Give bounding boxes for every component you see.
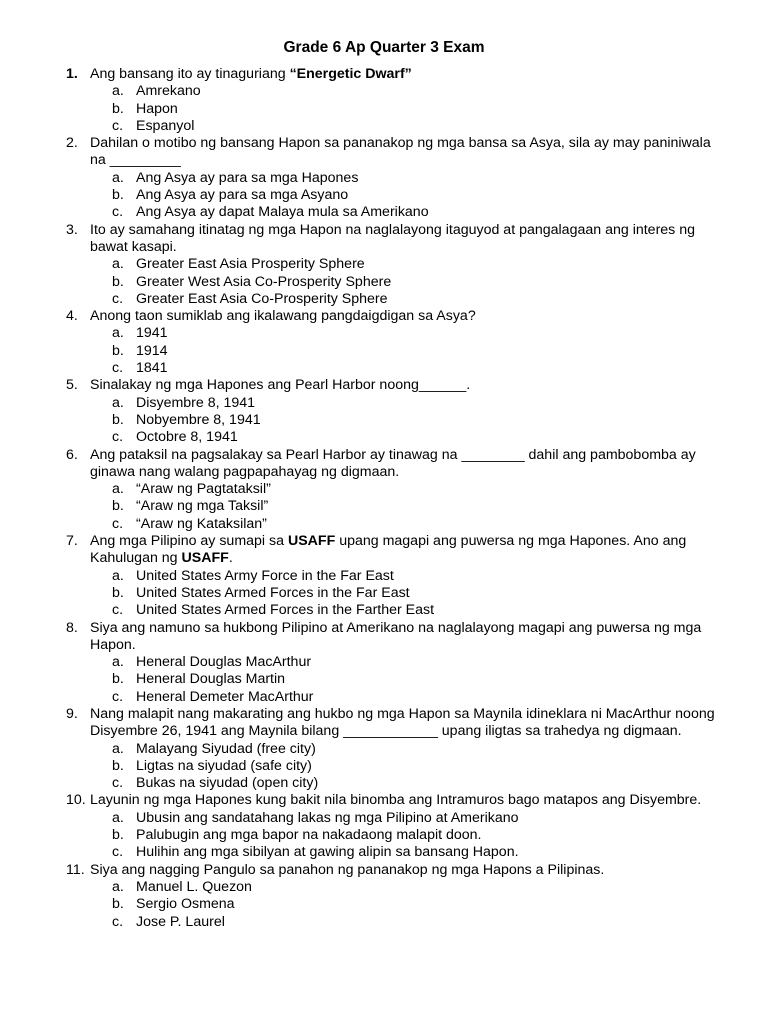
- answer-option: [112, 914, 726, 931]
- question-text-bold: “Energetic Dwarf”: [289, 66, 412, 82]
- answer-option: [112, 741, 726, 758]
- answer-option: [112, 844, 726, 861]
- answer-options: [112, 325, 726, 377]
- option-letter: a.: [112, 740, 124, 757]
- answer-option: [112, 516, 726, 533]
- option-text: “Araw ng Pagtataksil”: [136, 481, 271, 498]
- question-text: [90, 792, 726, 809]
- answer-option: [112, 879, 726, 896]
- question-item: [66, 66, 726, 135]
- option-text: Disyembre 8, 1941: [136, 394, 256, 411]
- option-text: Jose P. Laurel: [136, 913, 225, 930]
- option-letter: c.: [112, 117, 124, 134]
- question-number: 8.: [66, 619, 78, 636]
- answer-option: [112, 83, 726, 100]
- question-text-bold: USAFF: [181, 550, 229, 567]
- question-text-segment: Ang bansang ito ay tinaguriang: [90, 66, 290, 82]
- option-text: Hapon: [136, 100, 178, 117]
- answer-option: [112, 429, 726, 446]
- question-number: 11.: [66, 861, 85, 878]
- option-letter: a.: [112, 394, 124, 411]
- answer-option: [112, 827, 726, 844]
- answer-option: [112, 775, 726, 792]
- question-text: [90, 222, 726, 257]
- question-item: [66, 533, 726, 619]
- answer-options: [112, 879, 726, 931]
- question-text: [90, 66, 726, 83]
- page-title: Grade 6 Ap Quarter 3 Exam: [283, 39, 485, 56]
- answer-option: [112, 412, 726, 429]
- answer-option: [112, 204, 726, 221]
- option-letter: a.: [112, 169, 124, 186]
- option-letter: b.: [112, 100, 124, 117]
- option-text: Malayang Siyudad (free city): [136, 740, 316, 757]
- option-letter: b.: [112, 671, 124, 688]
- question-number: 5.: [66, 377, 78, 394]
- question-text: [90, 135, 726, 170]
- answer-option: [112, 291, 726, 308]
- answer-options: [112, 395, 726, 447]
- answer-option: [112, 689, 726, 706]
- option-letter: c.: [112, 515, 124, 532]
- option-letter: a.: [112, 83, 124, 100]
- question-number: 6.: [66, 446, 78, 463]
- option-letter: a.: [112, 256, 124, 273]
- answer-option: [112, 395, 726, 412]
- question-text-segment: upang magapi ang puwersa ng mga Hapones. Ano ang Kahulugan ng: [90, 533, 687, 567]
- question-number: 9.: [66, 705, 78, 722]
- option-letter: b.: [112, 187, 124, 204]
- answer-option: [112, 585, 726, 602]
- answer-option: [112, 101, 726, 118]
- option-text: Ang Asya ay para sa mga Asyano: [136, 187, 349, 204]
- answer-option: [112, 343, 726, 360]
- answer-option: [112, 187, 726, 204]
- answer-option: [112, 498, 726, 515]
- option-letter: c.: [112, 775, 124, 792]
- answer-option: [112, 671, 726, 688]
- question-number: 4.: [66, 308, 78, 325]
- question-item: [66, 620, 726, 706]
- answer-options: [112, 170, 726, 222]
- option-letter: b.: [112, 757, 124, 774]
- option-text: Greater East Asia Prosperity Sphere: [136, 256, 365, 273]
- option-text: Amrekano: [136, 83, 201, 100]
- question-text-segment: Ito ay samahang itinatag ng mga Hapon na naglalayong itaguyod at pangalagaan ang interes ng bawat kasapi.: [90, 221, 695, 255]
- question-number: 7.: [66, 533, 78, 550]
- question-item: [66, 792, 726, 861]
- question-item: [66, 377, 726, 446]
- question-text-segment: Anong taon sumiklab ang ikalawang pangdaigdigan sa Asya?: [90, 308, 476, 325]
- option-text: United States Armed Forces in the Farther East: [136, 602, 435, 619]
- option-letter: c.: [112, 204, 124, 221]
- question-text: [90, 377, 726, 394]
- question-number: 1.: [66, 66, 78, 82]
- question-text-segment: Layunin ng mga Hapones kung bakit nila binomba ang Intramuros bago matapos ang Disyembre.: [90, 792, 702, 809]
- option-letter: b.: [112, 342, 124, 359]
- option-text: Octobre 8, 1941: [136, 429, 238, 446]
- option-text: 1941: [136, 325, 168, 342]
- option-letter: c.: [112, 602, 124, 619]
- option-text: Sergio Osmena: [136, 896, 235, 913]
- answer-option: [112, 568, 726, 585]
- answer-options: [112, 256, 726, 308]
- option-letter: c.: [112, 429, 124, 446]
- option-letter: b.: [112, 498, 124, 515]
- question-list: [66, 66, 726, 931]
- option-text: 1841: [136, 360, 168, 377]
- option-letter: c.: [112, 688, 124, 705]
- option-letter: b.: [112, 827, 124, 844]
- question-item: [66, 862, 726, 931]
- option-text: “Araw ng mga Taksil”: [136, 498, 269, 515]
- option-text: Ang Asya ay dapat Malaya mula sa Amerikano: [136, 204, 429, 221]
- answer-option: [112, 256, 726, 273]
- question-number: 3.: [66, 221, 78, 238]
- option-text: Palubugin ang mga bapor na nakadaong malapit doon.: [136, 827, 482, 844]
- option-text: Hulihin ang mga sibilyan at gawing alipin sa bansang Hapon.: [136, 844, 519, 861]
- option-text: Heneral Douglas MacArthur: [136, 654, 312, 671]
- question-item: [66, 447, 726, 533]
- question-text-segment: Ang pataksil na pagsalakay sa Pearl Harbor ay tinawag na ________ dahil ang pambobomba ay ginawa nang walang pagpapahayag ng digmaan.: [90, 446, 696, 480]
- option-text: Greater East Asia Co-Prosperity Sphere: [136, 290, 388, 307]
- answer-option: [112, 896, 726, 913]
- answer-options: [112, 481, 726, 533]
- option-letter: c.: [112, 913, 124, 930]
- question-text: [90, 706, 726, 741]
- option-text: Greater West Asia Co-Prosperity Sphere: [136, 273, 392, 290]
- question-item: [66, 706, 726, 792]
- option-text: Nobyembre 8, 1941: [136, 411, 261, 428]
- answer-option: [112, 118, 726, 135]
- answer-options: [112, 810, 726, 862]
- option-letter: a.: [112, 654, 124, 671]
- answer-options: [112, 568, 726, 620]
- option-letter: c.: [112, 290, 124, 307]
- answer-option: [112, 810, 726, 827]
- question-text: [90, 620, 726, 655]
- answer-option: [112, 274, 726, 291]
- question-text-segment: Dahilan o motibo ng bansang Hapon sa pananakop ng mga bansa sa Asya, sila ay may paniniwala na _________: [90, 135, 711, 169]
- option-letter: a.: [112, 325, 124, 342]
- question-text-bold: USAFF: [287, 533, 336, 550]
- option-text: United States Armed Forces in the Far East: [136, 584, 410, 601]
- option-text: Manuel L. Quezon: [136, 878, 252, 895]
- option-text: Ubusin ang sandatahang lakas ng mga Pilipino at Amerikano: [136, 809, 519, 826]
- option-text: 1914: [136, 342, 168, 359]
- question-text-segment: Ang mga Pilipino ay sumapi sa: [90, 533, 288, 550]
- option-letter: b.: [112, 411, 124, 428]
- option-text: “Araw ng Kataksilan”: [136, 515, 267, 532]
- option-letter: a.: [112, 809, 124, 826]
- option-letter: c.: [112, 360, 124, 377]
- answer-option: [112, 654, 726, 671]
- answer-option: [112, 602, 726, 619]
- answer-option: [112, 360, 726, 377]
- question-text-segment: Siya ang namuno sa hukbong Pilipino at Amerikano na naglalayong magapi ang puwersa ng mga Hapon.: [90, 619, 702, 653]
- option-letter: a.: [112, 567, 124, 584]
- question-text: [90, 308, 726, 325]
- option-letter: a.: [112, 878, 124, 895]
- option-letter: b.: [112, 896, 124, 913]
- question-text-segment: Nang malapit nang makarating ang hukbo ng mga Hapon sa Maynila idineklara ni MacArthur noong Disyembre 26, 1941 ang Maynila bilang ____________ upang iligtas sa trahedya ng digmaan.: [90, 705, 715, 740]
- answer-options: [112, 83, 726, 135]
- option-text: Espanyol: [136, 117, 195, 134]
- answer-option: [112, 325, 726, 342]
- option-text: Heneral Demeter MacArthur: [136, 688, 314, 705]
- option-text: Heneral Douglas Martin: [136, 671, 286, 688]
- question-number: 2.: [66, 135, 78, 152]
- question-text-segment: .: [228, 550, 233, 567]
- option-text: Ang Asya ay para sa mga Hapones: [136, 169, 359, 186]
- question-text: [90, 533, 726, 568]
- question-number: 10.: [66, 792, 86, 809]
- question-item: [66, 222, 726, 308]
- question-item: [66, 308, 726, 377]
- answer-option: [112, 758, 726, 775]
- question-text-segment: Siya ang nagging Pangulo sa panahon ng pananakop ng mga Hapons a Pilipinas.: [90, 861, 605, 878]
- question-text: [90, 447, 726, 482]
- option-letter: c.: [112, 844, 124, 861]
- answer-option: [112, 170, 726, 187]
- option-text: Bukas na siyudad (open city): [136, 775, 319, 792]
- answer-options: [112, 654, 726, 706]
- option-text: United States Army Force in the Far East: [136, 567, 394, 584]
- question-text: [90, 862, 726, 879]
- option-text: Ligtas na siyudad (safe city): [136, 757, 312, 774]
- option-letter: b.: [112, 273, 124, 290]
- answer-options: [112, 741, 726, 793]
- option-letter: b.: [112, 584, 124, 601]
- answer-option: [112, 481, 726, 498]
- option-letter: a.: [112, 481, 124, 498]
- question-item: [66, 135, 726, 221]
- question-text-segment: Sinalakay ng mga Hapones ang Pearl Harbor noong______.: [90, 377, 471, 394]
